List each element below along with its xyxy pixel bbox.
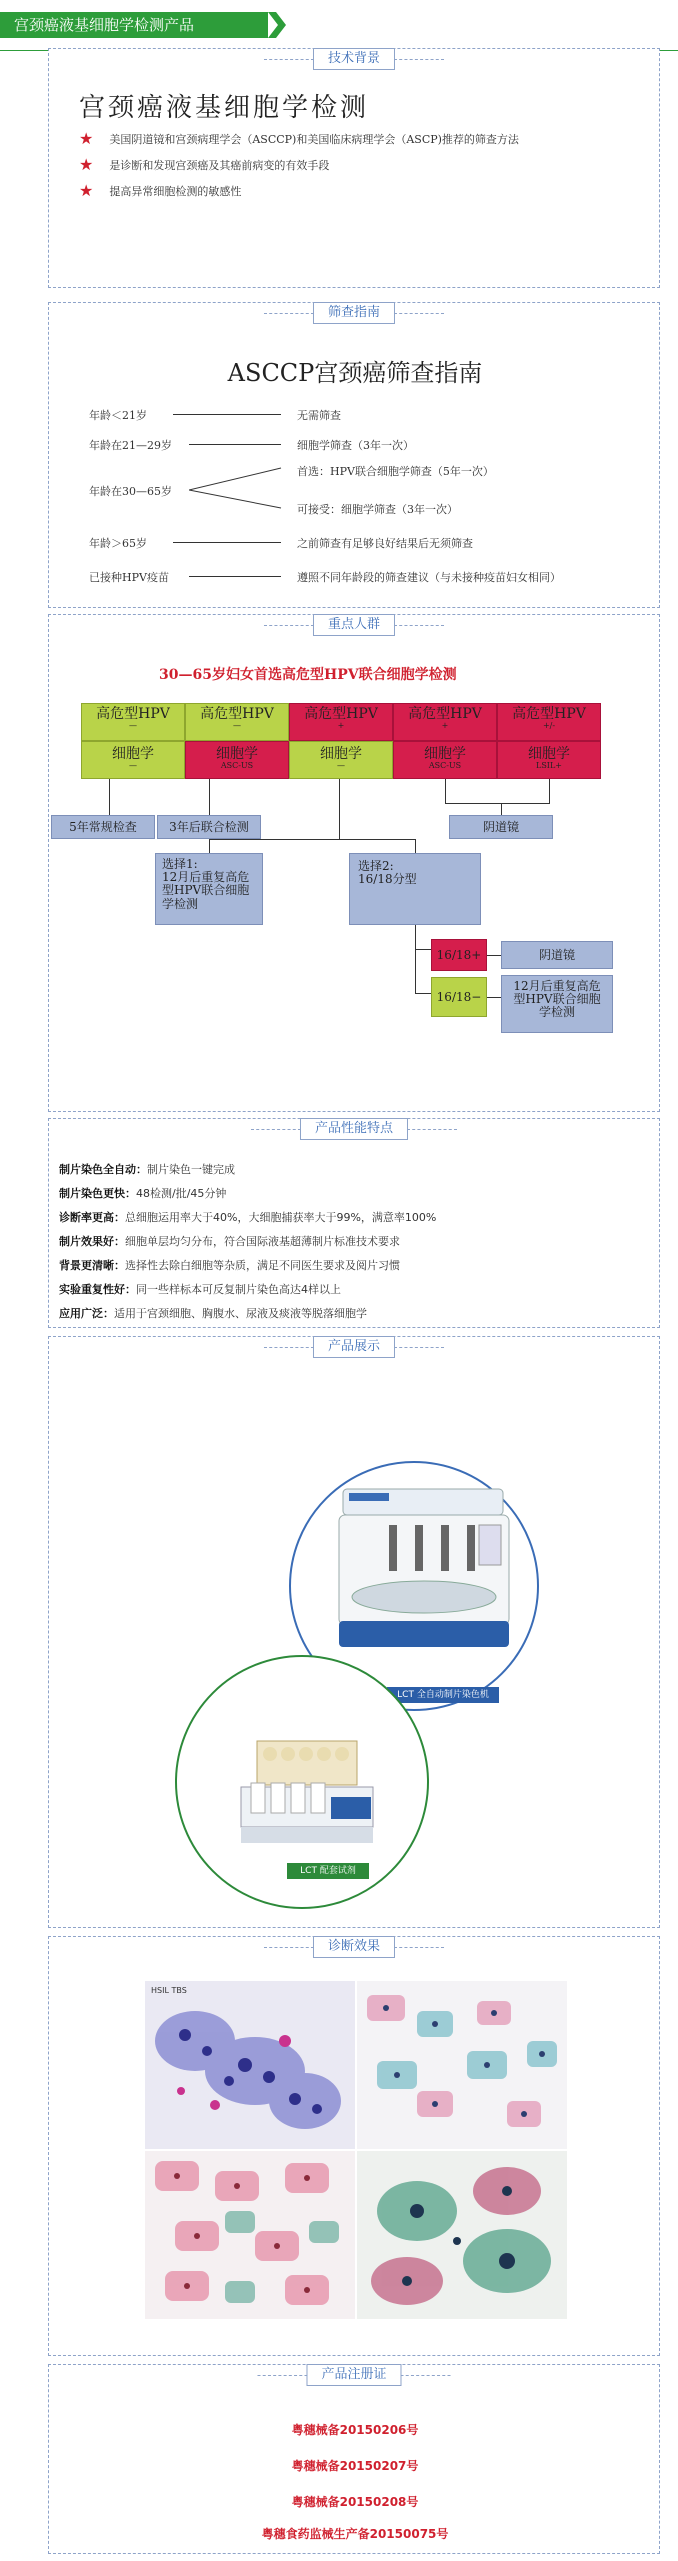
connector: [415, 949, 416, 993]
age-label: 年龄＞65岁: [89, 537, 147, 550]
hpv1618-neg-box: 16/18−: [431, 977, 487, 1017]
connector: [415, 949, 431, 950]
rule-text: 无需筛查: [297, 409, 341, 422]
colposcopy-box-2: 阴道镜: [501, 941, 613, 969]
feature-item: 制片染色全自动：制片染色一键完成: [59, 1163, 235, 1176]
reagent-caption: LCT 配套试剂: [287, 1863, 369, 1879]
background-point: ★ 美国阴道镜和宫颈病理学会（ASCCP)和美国临床病理学会（ASCP)推荐的筛查方法: [79, 129, 519, 148]
registration-number: 粤穗械备20150208号: [291, 2495, 419, 2509]
repeat-12m-box: 12月后重复高危型HPV联合细胞学检测: [501, 975, 613, 1033]
background-point: ★ 提高异常细胞检测的敏感性: [79, 181, 242, 200]
display-section: [48, 1336, 660, 1928]
section-tag-performance: 产品性能特点: [300, 1118, 408, 1140]
connector: [173, 414, 281, 415]
slide-stainer-image: [329, 1485, 519, 1655]
connector: [109, 779, 110, 815]
recheck-3y-box: 3年后联合检测: [157, 815, 261, 839]
connector: [487, 955, 501, 956]
registration-section: [48, 2364, 660, 2554]
connector: [189, 576, 281, 577]
hpv-box: 高危型HPV +: [289, 703, 393, 741]
branch-connector: [189, 463, 289, 513]
background-section: [48, 48, 660, 288]
star-icon: ★: [79, 181, 94, 200]
hpv1618-pos-box: 16/18+: [431, 939, 487, 971]
registration-number: 粤穗械备20150206号: [291, 2423, 419, 2437]
background-point: ★ 是诊断和发现宫颈癌及其癌前病变的有效手段: [79, 155, 330, 174]
cytology-box: 细胞学 ASC-US: [185, 741, 289, 779]
section-tag-key-people: 重点人群: [313, 614, 395, 636]
age-label: 年龄＜21岁: [89, 409, 147, 422]
page-header: 宫颈癌液基细胞学检测产品: [0, 12, 268, 38]
cytology-box: 细胞学 —: [81, 741, 185, 779]
hpv-box: 高危型HPV +: [393, 703, 497, 741]
age-label: 年龄在30—65岁: [89, 485, 172, 498]
section-tag-effect: 诊断效果: [313, 1936, 395, 1958]
rule-text: 首选：HPV联合细胞学筛查（5年一次）: [297, 465, 494, 478]
connector: [445, 779, 446, 803]
registration-number: 粤穗械备20150207号: [291, 2459, 419, 2473]
micrograph-image-2: [357, 1981, 567, 2149]
rule-text: 细胞学筛查（3年一次）: [297, 439, 414, 452]
cytology-box: 细胞学 LSIL+: [497, 741, 601, 779]
feature-item: 诊断率更高：总细胞运用率大于40%，大细胞捕获率大于99%，满意率100%: [59, 1211, 437, 1224]
rule-text: 可接受：细胞学筛查（3年一次）: [297, 503, 458, 516]
connector: [209, 779, 210, 815]
connector: [415, 993, 431, 994]
connector: [173, 542, 281, 543]
section-tag-registration: 产品注册证: [306, 2364, 401, 2386]
feature-item: 实验重复性好：同一些样标本可反复制片染色高达4样以上: [59, 1283, 341, 1296]
section-tag-guide: 筛查指南: [313, 302, 395, 324]
feature-item: 制片染色更快：48检测/批/45分钟: [59, 1187, 227, 1200]
key-people-title: 30—65岁妇女首选高危型HPV联合细胞学检测: [159, 667, 457, 683]
hpv-box: 高危型HPV +/-: [497, 703, 601, 741]
connector: [189, 444, 281, 445]
star-icon: ★: [79, 129, 94, 148]
reagent-kit-image: [237, 1737, 377, 1847]
guide-section: [48, 302, 660, 608]
micrograph-image-1: [145, 1981, 355, 2149]
option-2-box: 选择2: 16/18分型: [349, 853, 481, 925]
age-label: 已接种HPV疫苗: [89, 571, 169, 584]
chevron-right-icon: [268, 12, 286, 38]
cytology-box: 细胞学 ASC-US: [393, 741, 497, 779]
connector: [549, 779, 550, 803]
cytology-box: 细胞学 —: [289, 741, 393, 779]
connector: [339, 779, 340, 839]
option-1-box: 选择1: 12月后重复高危型HPV联合细胞学检测: [155, 853, 263, 925]
background-title: 宫颈癌液基细胞学检测: [79, 93, 370, 123]
connector: [415, 925, 416, 949]
colposcopy-box: 阴道镜: [449, 815, 553, 839]
machine-caption: LCT 全自动制片染色机: [387, 1687, 499, 1703]
connector: [501, 803, 502, 815]
micrograph-image-3: [145, 2151, 355, 2319]
connector: [209, 839, 210, 853]
connector: [209, 839, 415, 840]
feature-item: 背景更清晰：选择性去除白细胞等杂质，满足不同医生要求及阅片习惯: [59, 1259, 400, 1272]
guide-title: ASCCP宫颈癌筛查指南: [227, 359, 483, 387]
age-label: 年龄在21—29岁: [89, 439, 172, 452]
feature-item: 应用广泛：适用于宫颈细胞、胸腹水、尿液及痰液等脱落细胞学: [59, 1307, 367, 1320]
star-icon: ★: [79, 155, 94, 174]
hpv-box: 高危型HPV —: [81, 703, 185, 741]
rule-text: 之前筛查有足够良好结果后无须筛查: [297, 537, 473, 550]
registration-number: 粤穗食药监械生产备20150075号: [261, 2527, 449, 2541]
performance-section: [48, 1118, 660, 1328]
micrograph-image-4: [357, 2151, 567, 2319]
key-people-section: [48, 614, 660, 1112]
rule-text: 遵照不同年龄段的筛查建议（与未接种疫苗妇女相同）: [297, 571, 561, 584]
micrograph-caption: HSIL TBS: [151, 1986, 187, 1995]
feature-item: 制片效果好：细胞单层均匀分布，符合国际液基超薄制片标准技术要求: [59, 1235, 400, 1248]
recheck-5y-box: 5年常规检查: [51, 815, 155, 839]
connector: [487, 997, 501, 998]
connector: [415, 839, 416, 853]
section-tag-background: 技术背景: [313, 48, 395, 70]
hpv-box: 高危型HPV —: [185, 703, 289, 741]
effect-section: [48, 1936, 660, 2356]
connector: [445, 803, 550, 804]
section-tag-display: 产品展示: [313, 1336, 395, 1358]
